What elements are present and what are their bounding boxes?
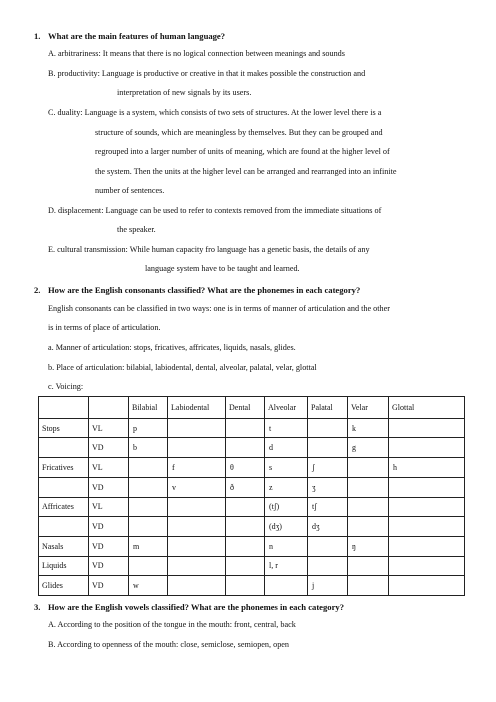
table-cell: Nasals [39,536,89,556]
question-2-heading [34,285,360,295]
table-cell: VL [89,458,129,478]
table-cell [129,477,168,497]
table-cell: z [265,477,308,497]
question-title: How are the English consonants classified? What are the phonemes in each category? [48,285,361,295]
table-cell: Fricatives [39,458,89,478]
table-cell [226,497,265,517]
place-of-articulation: b. Place of articulation: bilabial, labiodental, dental, alveolar, palatal, velar, glottal [48,363,317,372]
table-cell [129,517,168,537]
table-cell: VD [89,536,129,556]
table-cell: b [129,438,168,458]
table-cell: Liquids [39,556,89,576]
table-cell: dʒ [308,517,348,537]
table-cell [308,536,348,556]
table-cell [226,517,265,537]
table-cell [348,458,389,478]
table-cell: v [168,477,226,497]
feature-displacement-cont: the speaker. [117,225,156,234]
table-cell [168,438,226,458]
table-cell [226,438,265,458]
table-cell [39,477,89,497]
table-cell: m [129,536,168,556]
feature-duality-cont-4: number of sentences. [95,186,165,195]
table-cell [168,556,226,576]
table-cell: s [265,458,308,478]
table-header-cell: Alveolar [265,397,308,419]
feature-duality-cont-2: regrouped into a larger number of units of meaning, which are found at the higher level of [95,147,390,156]
table-cell [168,576,226,596]
table-cell [168,517,226,537]
table-cell [226,418,265,438]
table-cell: k [348,418,389,438]
feature-productivity: B. productivity: Language is productive or creative in that it makes possible the construction and [48,69,366,78]
table-cell: g [348,438,389,458]
table-row [39,576,465,596]
feature-cultural-transmission-cont: language system have to be taught and learned. [145,264,300,273]
table-cell: ŋ [348,536,389,556]
table-cell [308,556,348,576]
consonant-table [38,396,465,596]
feature-productivity-cont: interpretation of new signals by its users. [117,88,252,97]
table-cell: VL [89,497,129,517]
table-cell: Glides [39,576,89,596]
question-number: 1. [34,31,41,41]
table-header-cell: Dental [226,397,265,419]
table-cell [348,576,389,596]
table-header-cell [39,397,89,419]
table-header-cell: Glottal [389,397,465,419]
table-cell [265,576,308,596]
question-1-heading [34,31,225,41]
question-title: What are the main features of human language? [48,31,226,41]
table-cell [308,418,348,438]
table-header-cell: Velar [348,397,389,419]
table-cell [168,536,226,556]
question-title: How are the English vowels classified? What are the phonemes in each category? [48,602,344,612]
table-row [39,497,465,517]
table-row [39,418,465,438]
table-cell [389,438,465,458]
table-row [39,477,465,497]
table-cell [389,536,465,556]
table-cell [389,517,465,537]
table-cell: Affricates [39,497,89,517]
table-cell [226,556,265,576]
table-cell [389,556,465,576]
table-cell: p [129,418,168,438]
table-row [39,438,465,458]
table-cell [129,556,168,576]
table-cell: l, r [265,556,308,576]
manner-of-articulation: a. Manner of articulation: stops, fricatives, affricates, liquids, nasals, glides. [48,343,296,352]
table-cell: VD [89,517,129,537]
question-3-heading [34,602,344,612]
table-cell [348,477,389,497]
feature-cultural-transmission: E. cultural transmission: While human capacity fro language has a genetic basis, the details of any [48,245,370,254]
table-cell [348,556,389,576]
vowel-mouth-openness: B. According to openness of the mouth: close, semiclose, semiopen, open [48,640,290,649]
table-cell: t [265,418,308,438]
table-cell: f [168,458,226,478]
table-cell [389,576,465,596]
table-cell: h [389,458,465,478]
table-cell [39,517,89,537]
feature-arbitrariness: A. arbitrariness: It means that there is no logical connection between meanings and sounds [48,49,345,58]
table-header-row [39,397,465,419]
question-number: 3. [34,602,41,612]
table-cell [168,497,226,517]
table-cell [389,497,465,517]
feature-displacement: D. displacement: Language can be used to refer to contexts removed from the immediate situations of [48,206,382,215]
table-cell [348,517,389,537]
table-cell: (tʃ) [265,497,308,517]
table-row [39,556,465,576]
table-cell: ʃ [308,458,348,478]
table-cell: n [265,536,308,556]
table-cell: w [129,576,168,596]
feature-duality-cont-3: the system. Then the units at the higher level can be arranged and rearranged into an infinite [95,167,397,176]
table-cell: ð [226,477,265,497]
table-header-cell: Bilabial [129,397,168,419]
table-cell: VD [89,576,129,596]
feature-duality: C. duality: Language is a system, which consists of two sets of structures. At the lower level there is a [48,108,382,117]
table-cell: VD [89,556,129,576]
question-number: 2. [34,285,41,295]
vowel-tongue-position: A. According to the position of the tongue in the mouth: front, central, back [48,620,296,629]
table-cell [308,438,348,458]
table-cell [226,536,265,556]
table-cell: VD [89,438,129,458]
table-cell: tʃ [308,497,348,517]
table-cell [348,497,389,517]
consonant-intro: English consonants can be classified in two ways: one is in terms of manner of articulation and the other [48,304,390,313]
table-cell: Stops [39,418,89,438]
consonant-intro-cont: is in terms of place of articulation. [48,323,161,332]
table-cell [389,418,465,438]
table-row [39,536,465,556]
table-cell [129,497,168,517]
table-row [39,458,465,478]
table-cell [226,576,265,596]
table-cell: (dʒ) [265,517,308,537]
table-header-cell: Labiodental [168,397,226,419]
table-header-cell: Palatal [308,397,348,419]
voicing-label: c. Voicing: [48,382,84,391]
table-cell: d [265,438,308,458]
table-cell: j [308,576,348,596]
table-cell [168,418,226,438]
table-cell: VL [89,418,129,438]
table-cell [129,458,168,478]
table-cell: ʒ [308,477,348,497]
table-row [39,517,465,537]
table-cell: θ [226,458,265,478]
feature-duality-cont-1: structure of sounds, which are meaningless by themselves. But they can be grouped and [95,128,383,137]
table-cell [389,477,465,497]
table-cell: VD [89,477,129,497]
table-header-cell [89,397,129,419]
table-cell [39,438,89,458]
